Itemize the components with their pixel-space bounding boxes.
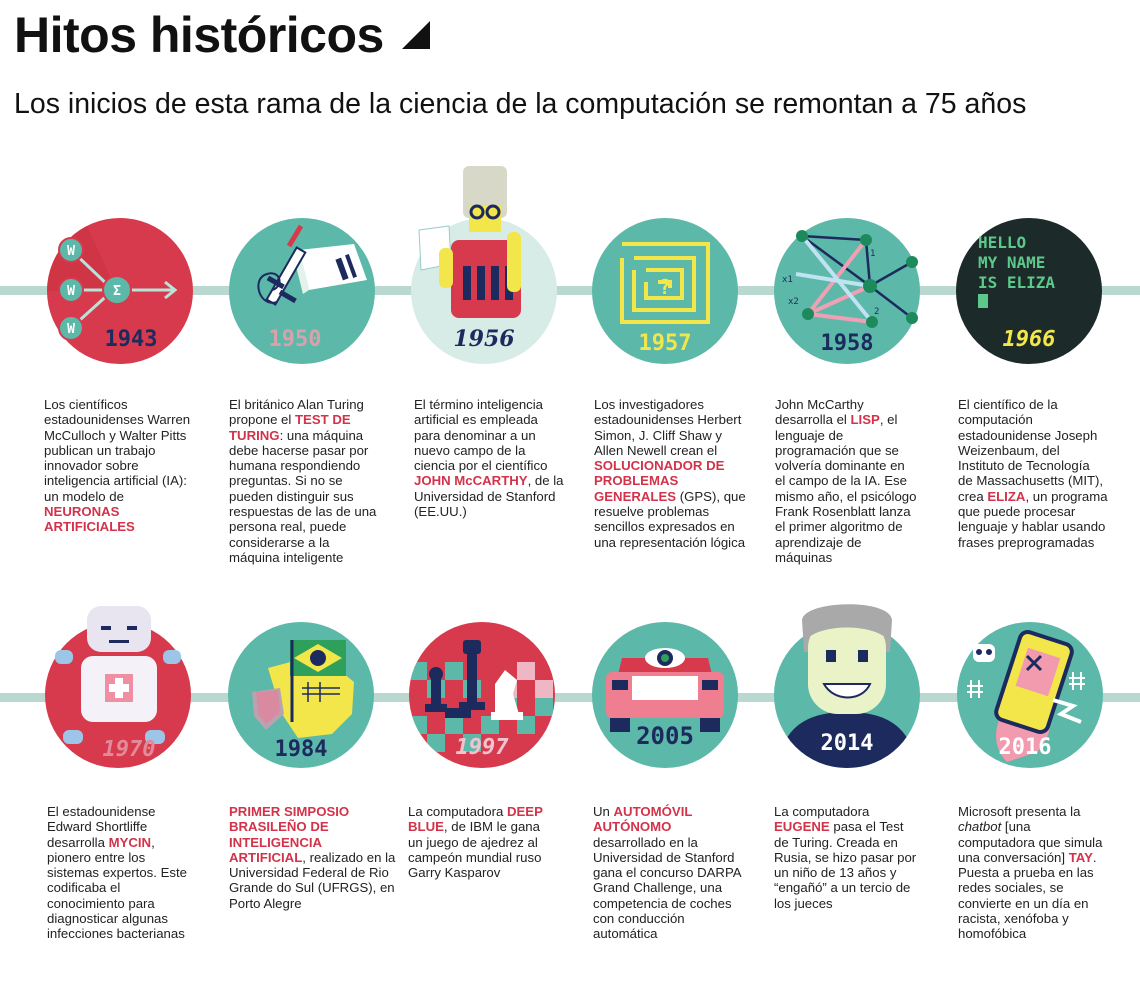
milestone-1950-circle [229, 218, 375, 364]
svg-text:x2: x2 [788, 297, 799, 307]
screen-line: IS ELIZA [978, 273, 1056, 292]
milestone-2016-text: Microsoft presenta la chatbot [una computadora que simula una conversación] TAY. Puesta a prueba en las redes sociales, se convierte en un día en racista, xenófoba y homofóbica [958, 804, 1103, 942]
svg-text:Σ: Σ [113, 284, 121, 299]
page-subtitle: Los inicios de esta rama de la ciencia de la computación se remontan a 75 años [14, 88, 1027, 120]
year-label: 1943 [104, 327, 158, 352]
brazil-map-icon [228, 622, 374, 768]
milestone-2014-circle [774, 622, 920, 768]
screen-line: HELLO [978, 233, 1027, 252]
year-label: 2005 [636, 722, 694, 750]
milestone-1950-text: El británico Alan Turing propone el TEST DE TURING: una máquina debe hacerse pasar por humana respondiendo preguntas. Si no se pueden distinguir sus respuestas de las de una persona real, puede considerarse a la máquina inteligente [229, 397, 377, 565]
milestone-1956-text: El término inteligencia artificial es empleada para denominar a un nuevo campo de la ciencia por el científico JOHN McCARTHY, de la Universidad de Stanford (EE.UU.) [414, 397, 564, 520]
turing-test-icon [229, 218, 375, 364]
svg-text:x1: x1 [782, 275, 793, 285]
milestone-1966-circle [956, 218, 1102, 364]
svg-text:W: W [67, 322, 75, 337]
robot-icon [45, 622, 191, 768]
milestone-2016-circle [957, 622, 1103, 768]
milestone-1958-circle [774, 218, 920, 364]
maze-icon [592, 218, 738, 364]
boy-face-icon [774, 622, 920, 768]
smartphone-chatbot-icon [957, 622, 1103, 768]
page-title-text: Hitos históricos [14, 7, 384, 63]
year-label: 1950 [268, 327, 322, 352]
screen-line: MY NAME [978, 253, 1046, 272]
milestone-1997-circle [409, 622, 555, 768]
year-label: 1984 [274, 737, 328, 762]
milestone-1956-circle [411, 218, 557, 364]
year-label: 2014 [820, 731, 874, 756]
scientist-icon [411, 218, 557, 364]
year-label: 1966 [1002, 327, 1056, 352]
milestone-2005-circle [592, 622, 738, 768]
milestone-1970-circle [45, 622, 191, 768]
svg-text:W: W [67, 284, 75, 299]
svg-text:1: 1 [870, 249, 876, 259]
milestone-1966-text: El científico de la computación estadounidense Joseph Weizenbaum, del Instituto de Tecnología de Massachusetts (MIT), crea ELIZA, un programa que puede procesar lenguaje y hablar usando frases preprogramadas [958, 397, 1108, 550]
milestone-1970-text: El estadounidense Edward Shortliffe desarrolla MYCIN, pionero entre los sistemas expertos. Este codificaba el conocimiento para diagnosticar algunas infecciones bacterianas [47, 804, 187, 942]
svg-text:?: ? [658, 275, 672, 299]
year-label: 1956 [453, 326, 515, 352]
year-label: 1997 [455, 735, 509, 760]
year-label: 2016 [998, 735, 1052, 760]
page-title [14, 6, 430, 64]
milestone-1943-circle [47, 218, 193, 364]
milestone-1957-circle [592, 218, 738, 364]
perceptron-icon [774, 218, 920, 364]
svg-text:W: W [67, 244, 75, 259]
triangle-icon [402, 21, 430, 49]
milestone-1958-text: John McCarthy desarrolla el LISP, el lenguaje de programación que se volvería dominante en el campo de la IA. Ese mismo año, el psicólogo Frank Rosenblatt lanza el primer algoritmo de aprendizaje de máquinas [775, 397, 917, 565]
milestone-1984-circle [228, 622, 374, 768]
year-label: 1970 [102, 737, 156, 762]
terminal-icon [956, 218, 1102, 364]
milestone-1957-text: Los investigadores estadounidenses Herbert Simon, J. Cliff Shaw y Allen Newell crean el SOLUCIONADOR DE PROBLEMAS GENERALES (GPS), que resuelve problemas sencillos expresados en una representación lógica [594, 397, 746, 550]
svg-text:2: 2 [874, 307, 880, 317]
chess-icon [409, 622, 555, 768]
milestone-1997-text: La computadora DEEP BLUE, de IBM le gana un juego de ajedrez al campeón mundial ruso Garry Kasparov [408, 804, 543, 881]
neural-network-icon [47, 218, 193, 364]
milestone-1943-text: Los científicos estadounidenses Warren McCulloch y Walter Pitts publican un trabajo innovador sobre inteligencia artificial (IA): un modelo de NEURONAS ARTIFICIALES [44, 397, 191, 535]
milestone-2005-text: Un AUTOMÓVIL AUTÓNOMO desarrollado en la Universidad de Stanford gana el concurso DARPA Grand Challenge, una competencia de coches con conducción automática [593, 804, 741, 942]
milestone-1984-text: PRIMER SIMPOSIO BRASILEÑO DE INTELIGENCIA ARTIFICIAL, realizado en la Universidad Federal de Rio Grande do Sul (UFRGS), en Porto Alegre [229, 804, 396, 911]
year-label: 1958 [820, 331, 874, 356]
autonomous-car-icon [592, 622, 738, 768]
year-label: 1957 [638, 331, 692, 356]
milestone-2014-text: La computadora EUGENE pasa el Test de Turing. Creada en Rusia, se hizo pasar por un niño de 13 años y “engañó” a un tercio de los jueces [774, 804, 917, 911]
